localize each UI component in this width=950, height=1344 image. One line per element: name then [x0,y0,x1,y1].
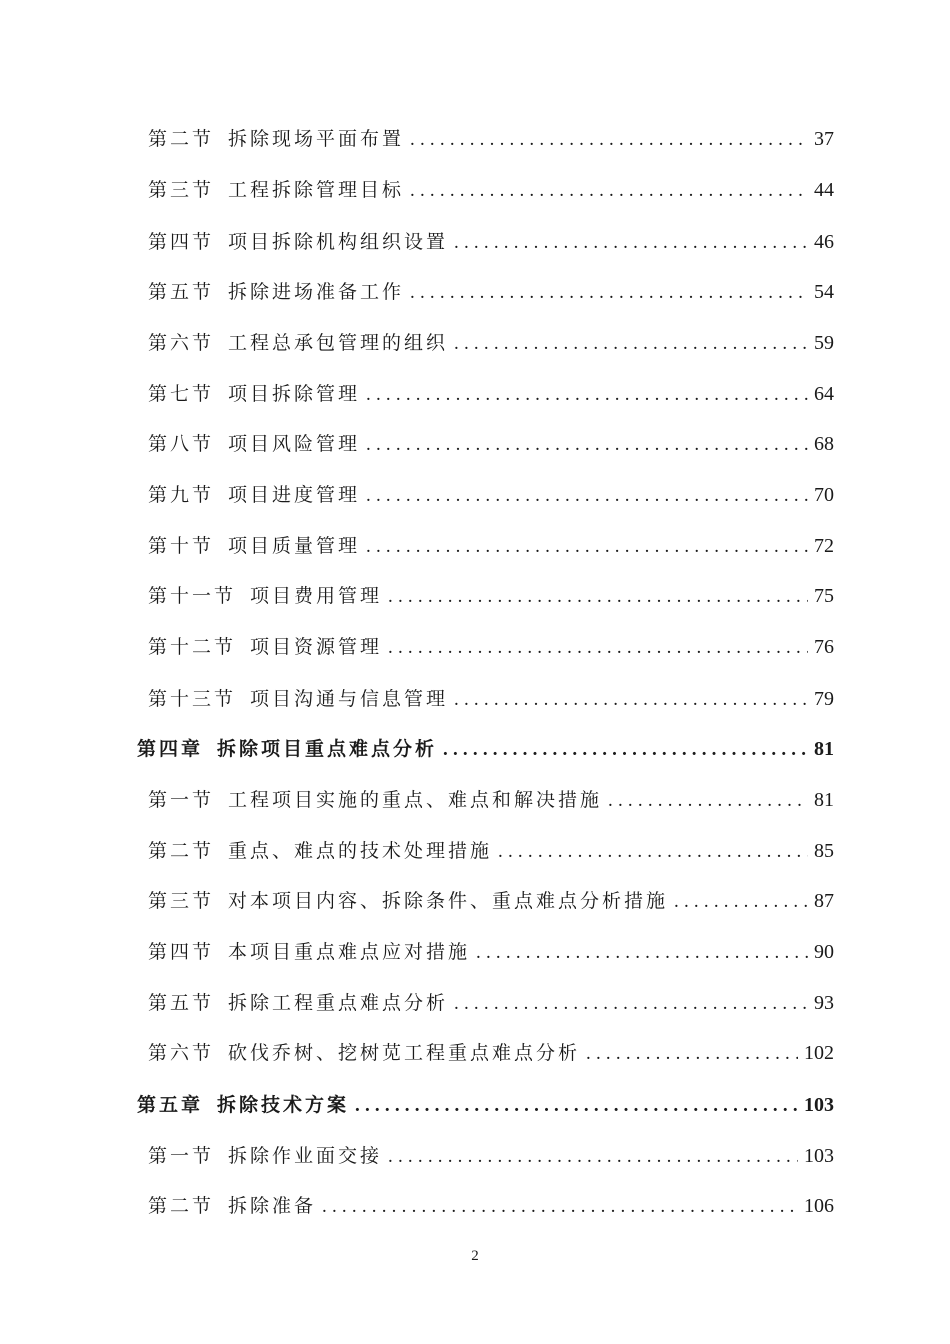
toc-section-number: 第二节 [148,1195,215,1217]
toc-entry-title: 重点、难点的技术处理措施 [228,840,493,862]
dot-leader [674,891,808,913]
dot-leader [322,1196,798,1218]
dot-leader [454,689,808,711]
dot-leader [366,536,808,558]
toc-page-number: 46 [814,231,834,253]
dot-leader [410,129,808,151]
toc-page-number: 87 [814,890,834,912]
toc-page-number: 70 [814,484,834,506]
toc-page-number: 75 [814,585,834,607]
toc-entry[interactable] [148,124,834,154]
toc-entry[interactable] [148,1141,834,1171]
toc-entry-title: 工程项目实施的重点、难点和解决措施 [228,789,603,811]
dot-leader [355,1095,798,1117]
toc-entry-title: 拆除准备 [228,1195,317,1217]
toc-section-number: 第五节 [148,281,215,303]
dot-leader [366,434,808,456]
toc-entry[interactable] [148,1038,834,1068]
toc-page-number: 106 [804,1195,834,1217]
toc-page-number: 59 [814,332,834,354]
page-number: 2 [471,1248,479,1264]
toc-entry-title: 拆除进场准备工作 [228,281,405,303]
toc-entry[interactable] [148,1191,834,1221]
dot-leader [410,282,808,304]
toc-page-number: 93 [814,992,834,1014]
toc-entry[interactable] [148,277,834,307]
dot-leader [476,942,808,964]
toc-entry-title: 拆除技术方案 [217,1094,350,1116]
toc-entry[interactable] [148,836,834,866]
toc-page-number: 102 [804,1042,834,1064]
toc-page-number: 85 [814,840,834,862]
toc-entry-title: 项目沟通与信息管理 [250,688,449,710]
toc-section-number: 第六节 [148,1042,215,1064]
dot-leader [586,1043,798,1065]
dot-leader [388,637,808,659]
toc-section-number: 第十节 [148,535,215,557]
dot-leader [410,180,808,202]
toc-page-number: 90 [814,941,834,963]
toc-page-number: 81 [814,789,834,811]
toc-section-number: 第四节 [148,231,215,253]
toc-entry-title: 对本项目内容、拆除条件、重点难点分析措施 [228,890,669,912]
toc-entry-title: 工程拆除管理目标 [228,179,405,201]
toc-section-number: 第三节 [148,890,215,912]
toc-page-number: 72 [814,535,834,557]
toc-page-number: 76 [814,636,834,658]
toc-entry-title: 本项目重点难点应对措施 [228,941,471,963]
toc-chapter-number: 第四章 [137,738,204,760]
toc-section-number: 第十二节 [148,636,237,658]
toc-section-number: 第三节 [148,179,215,201]
toc-entry-title: 项目拆除机构组织设置 [228,231,449,253]
toc-section-number: 第九节 [148,484,215,506]
toc-section-number: 第四节 [148,941,215,963]
toc-entry[interactable] [148,886,834,916]
toc-entry[interactable] [148,379,834,409]
toc-entry[interactable] [148,328,834,358]
toc-entry-title: 拆除现场平面布置 [228,128,405,150]
toc-entry-title: 拆除项目重点难点分析 [217,738,438,760]
toc-entry[interactable] [148,531,834,561]
toc-entry-title: 项目进度管理 [228,484,361,506]
dot-leader [498,841,808,863]
toc-section-number: 第十一节 [148,585,237,607]
toc-page-number: 54 [814,281,834,303]
toc-page-number: 44 [814,179,834,201]
toc-entry-title: 拆除作业面交接 [228,1145,383,1167]
toc-entry-title: 项目资源管理 [250,636,383,658]
toc-entry[interactable] [148,429,834,459]
toc-page-number: 103 [804,1145,834,1167]
toc-section-number: 第一节 [148,1145,215,1167]
toc-section-number: 第一节 [148,789,215,811]
toc-section-number: 第八节 [148,433,215,455]
toc-entry-title: 项目拆除管理 [228,383,361,405]
dot-leader [454,232,808,254]
toc-section-number: 第二节 [148,128,215,150]
toc-entry[interactable] [148,480,834,510]
toc-entry-title: 工程总承包管理的组织 [228,332,449,354]
dot-leader [366,485,808,507]
toc-section-number: 第十三节 [148,688,237,710]
toc-page-number: 103 [804,1094,834,1116]
toc-page-number: 37 [814,128,834,150]
toc-section-number: 第二节 [148,840,215,862]
toc-entry[interactable] [148,988,834,1018]
toc-entry[interactable] [148,632,834,662]
toc-page-number: 79 [814,688,834,710]
dot-leader [454,333,808,355]
toc-entry[interactable] [148,581,834,611]
dot-leader [443,739,808,761]
dot-leader [388,586,808,608]
toc-entry[interactable] [148,937,834,967]
dot-leader [608,790,808,812]
dot-leader [366,384,808,406]
toc-entry-title: 项目费用管理 [250,585,383,607]
toc-chapter-number: 第五章 [137,1094,204,1116]
toc-section-number: 第七节 [148,383,215,405]
toc-page-number: 68 [814,433,834,455]
toc-entry[interactable] [148,175,834,205]
toc-entry[interactable] [148,684,834,714]
toc-section-number: 第五节 [148,992,215,1014]
dot-leader [454,993,808,1015]
toc-page-number: 81 [814,738,834,760]
toc-chapter-entry[interactable] [137,734,834,764]
toc-entry-title: 砍伐乔树、挖树苋工程重点难点分析 [228,1042,581,1064]
toc-entry-title: 项目质量管理 [228,535,361,557]
dot-leader [388,1146,798,1168]
toc-entry[interactable] [148,785,834,815]
toc-section-number: 第六节 [148,332,215,354]
toc-entry[interactable] [148,227,834,257]
toc-entry-title: 项目风险管理 [228,433,361,455]
toc-entry-title: 拆除工程重点难点分析 [228,992,449,1014]
toc-chapter-entry[interactable] [137,1090,834,1120]
toc-page-number: 64 [814,383,834,405]
